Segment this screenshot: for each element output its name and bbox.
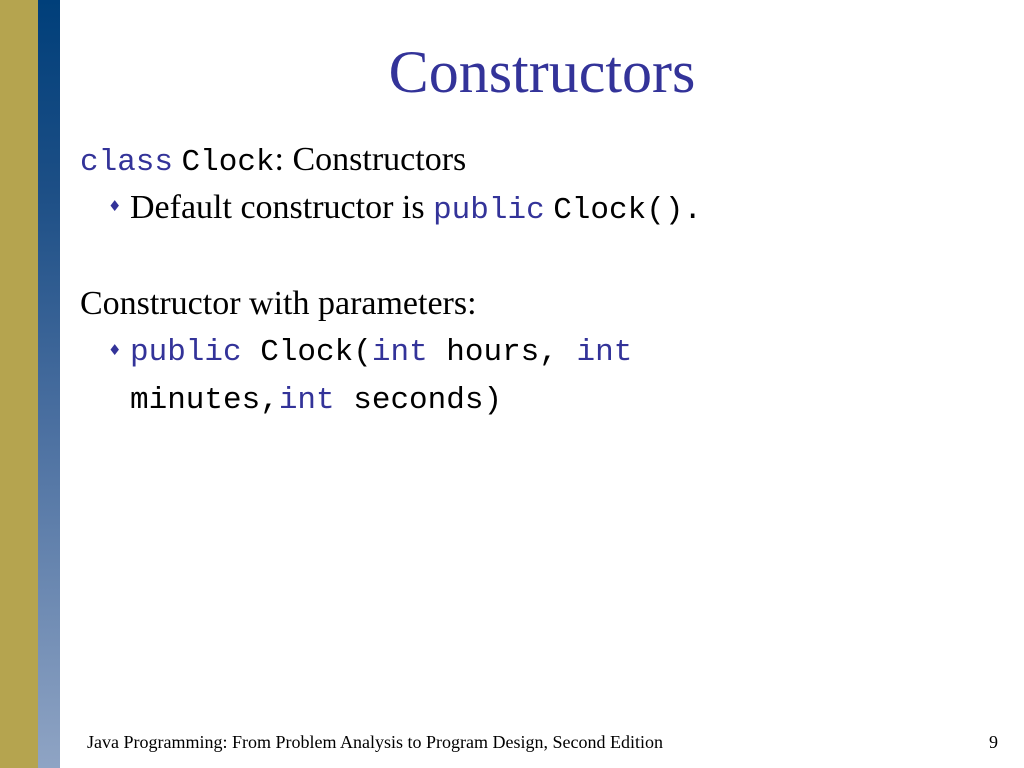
default-constructor-code: Clock().	[553, 193, 703, 228]
param-constructor-line-1	[130, 333, 632, 373]
footer-book-title: Java Programming: From Problem Analysis to Program Design, Second Edition	[87, 732, 663, 752]
keyword-int: int	[371, 335, 428, 370]
class-clock-heading	[80, 140, 466, 183]
default-constructor-line	[130, 188, 702, 231]
class-name-clock: Clock	[181, 145, 275, 180]
slide-title: Constructors	[388, 39, 696, 105]
keyword-public: public	[433, 193, 545, 228]
page-number: 9	[989, 732, 998, 752]
constructor-with-params-heading: Constructor with parameters:	[80, 285, 477, 322]
keyword-class: class	[80, 145, 174, 180]
heading-rest: : Constructors	[274, 141, 467, 178]
code-fragment: Clock(	[241, 335, 372, 370]
code-fragment: seconds)	[334, 383, 503, 418]
param-constructor-line-2	[130, 381, 502, 421]
bullet-diamond-icon: ♦	[108, 341, 122, 359]
default-constructor-text: Default constructor is	[130, 189, 434, 226]
code-fragment: minutes,	[130, 383, 279, 418]
keyword-public: public	[130, 335, 242, 370]
keyword-int: int	[576, 335, 633, 370]
bullet-diamond-icon: ♦	[108, 197, 122, 215]
left-olive-stripe	[0, 0, 38, 768]
keyword-int: int	[278, 383, 335, 418]
code-fragment: hours,	[427, 335, 577, 370]
left-blue-stripe	[38, 0, 60, 768]
